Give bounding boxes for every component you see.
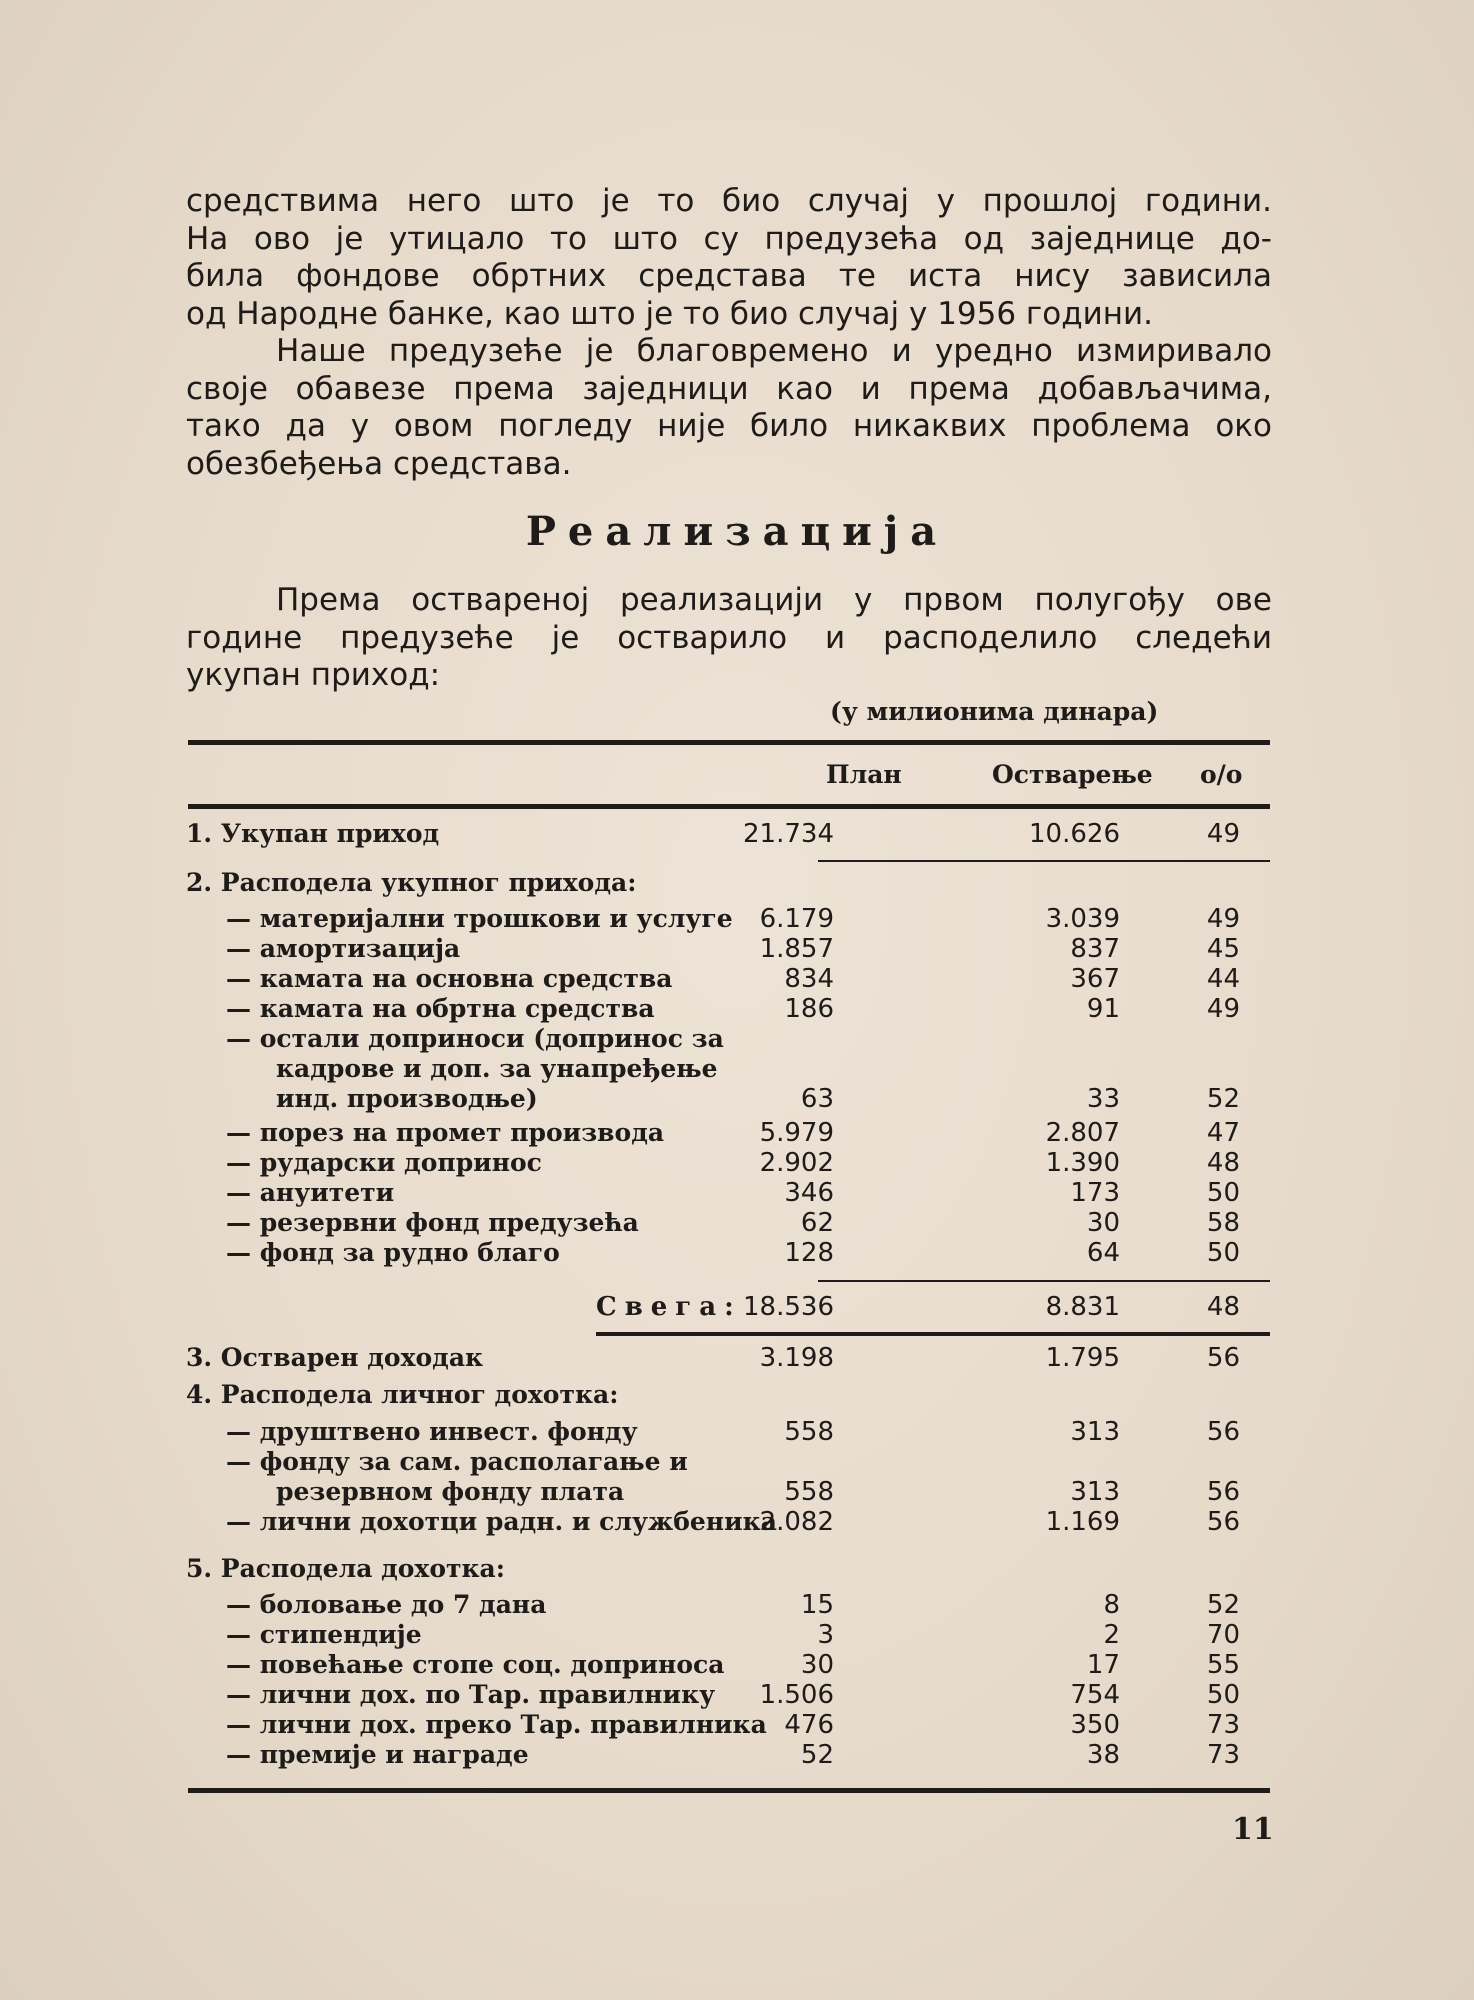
row-percent-value: 70: [1206, 1620, 1240, 1650]
row-plan-value: 3: [817, 1620, 834, 1650]
table-row: [186, 1447, 1276, 1477]
table-row: [186, 868, 1276, 898]
row-percent-value: 56: [1206, 1477, 1240, 1507]
text-line: тако да у овом погледу није било никаквих проблема око: [186, 408, 1272, 444]
row-percent-value: 52: [1206, 1084, 1240, 1114]
table-row: [186, 1084, 1276, 1114]
row-actual-value: 2.807: [1045, 1118, 1120, 1148]
section-heading: Реализација: [525, 508, 949, 555]
row-plan-value: 186: [784, 994, 834, 1024]
total-actual: 8.831: [1045, 1292, 1120, 1322]
row-label: 3. Остварен доходак: [186, 1343, 484, 1372]
row-plan-value: 52: [800, 1740, 834, 1770]
header-bottom-rule: [188, 804, 1270, 809]
row-actual-value: 8: [1103, 1590, 1120, 1620]
row-plan-value: 62: [800, 1208, 834, 1238]
table-row: [186, 1054, 1276, 1084]
first-row-rule: [818, 860, 1270, 862]
row-actual-value: 10.626: [1029, 819, 1120, 849]
row-plan-value: 476: [784, 1710, 834, 1740]
row-label: — фонд за рудно благо: [226, 1238, 560, 1267]
row-plan-value: 3.198: [759, 1343, 834, 1373]
row-plan-value: 558: [784, 1477, 834, 1507]
row-percent-value: 73: [1206, 1740, 1240, 1770]
column-header-actual: Остварење: [992, 760, 1153, 789]
table-row: [186, 1590, 1276, 1620]
table-row: [186, 1417, 1276, 1447]
row-actual-value: 1.390: [1045, 1148, 1120, 1178]
row-plan-value: 558: [784, 1417, 834, 1447]
text-line: од Народне банке, као што је то био случај у 1956 години.: [186, 295, 1154, 332]
text-line: укупан приход:: [186, 657, 441, 693]
row-label: инд. производње): [276, 1084, 538, 1113]
row-plan-value: 15: [800, 1590, 834, 1620]
row-label: кадрове и доп. за унапређење: [276, 1054, 718, 1083]
column-header-plan: План: [826, 760, 902, 789]
table-row: [186, 1554, 1276, 1584]
text-line: На ово је утицало то што су предузећа од заједнице до-: [186, 220, 1272, 257]
row-label: — фонду за сам. располагање и: [226, 1447, 688, 1476]
row-actual-value: 837: [1070, 934, 1120, 964]
row-label: — повећање стопе соц. доприноса: [226, 1650, 725, 1679]
row-label: — резервни фонд предузећа: [226, 1208, 639, 1237]
row-actual-value: 91: [1086, 994, 1120, 1024]
table-row: [186, 819, 1276, 849]
row-percent-value: 73: [1206, 1710, 1240, 1740]
row-label: — стипендије: [226, 1620, 422, 1649]
row-label: — лични дохотци радн. и службеника: [226, 1507, 777, 1536]
total-bottom-rule: [596, 1332, 1270, 1336]
table-row: [186, 1740, 1276, 1770]
row-percent-value: 50: [1206, 1238, 1240, 1268]
row-actual-value: 367: [1070, 964, 1120, 994]
row-actual-value: 1.169: [1045, 1507, 1120, 1537]
total-percent: 48: [1206, 1292, 1240, 1322]
text-line: била фондове обртних средстава те иста нису зависила: [186, 258, 1272, 294]
row-actual-value: 38: [1086, 1740, 1120, 1770]
row-percent-value: 56: [1206, 1507, 1240, 1537]
row-percent-value: 58: [1206, 1208, 1240, 1238]
row-plan-value: 346: [784, 1178, 834, 1208]
row-label: — лични дох. по Тар. правилнику: [226, 1680, 716, 1709]
table-row: [186, 1380, 1276, 1410]
row-actual-value: 313: [1070, 1417, 1120, 1447]
table-row: [186, 1178, 1276, 1208]
row-label: — боловање до 7 дана: [226, 1590, 547, 1619]
row-label: — премије и награде: [226, 1740, 529, 1769]
table-row: [186, 1238, 1276, 1268]
row-plan-value: 30: [800, 1650, 834, 1680]
row-plan-value: 21.734: [743, 819, 834, 849]
row-plan-value: 834: [784, 964, 834, 994]
row-label: — рударски допринос: [226, 1148, 542, 1177]
row-percent-value: 50: [1206, 1178, 1240, 1208]
row-actual-value: 30: [1086, 1208, 1120, 1238]
row-label: резервном фонду плата: [276, 1477, 625, 1506]
row-plan-value: 6.179: [759, 904, 834, 934]
row-label: 5. Расподела дохотка:: [186, 1554, 505, 1583]
page-number: 11: [1232, 1812, 1274, 1847]
table-row: [186, 1208, 1276, 1238]
table-row: [186, 1024, 1276, 1054]
row-actual-value: 1.795: [1045, 1343, 1120, 1373]
table-row: [186, 1477, 1276, 1507]
row-actual-value: 350: [1070, 1710, 1120, 1740]
paragraph-intro: [186, 582, 1272, 695]
row-plan-value: 2.902: [759, 1148, 834, 1178]
row-percent-value: 45: [1206, 934, 1240, 964]
row-percent-value: 56: [1206, 1343, 1240, 1373]
row-plan-value: 5.979: [759, 1118, 834, 1148]
row-percent-value: 44: [1206, 964, 1240, 994]
row-actual-value: 2: [1103, 1620, 1120, 1650]
subtotal-rule: [818, 1280, 1270, 1282]
table-row: [186, 904, 1276, 934]
row-actual-value: 33: [1086, 1084, 1120, 1114]
row-label: — остали доприноси (допринос за: [226, 1024, 724, 1053]
table-row: [186, 1650, 1276, 1680]
row-percent-value: 49: [1206, 904, 1240, 934]
table-row: [186, 1118, 1276, 1148]
row-label: — ануитети: [226, 1178, 395, 1207]
row-label: 2. Расподела укупног прихода:: [186, 868, 637, 897]
text-line: своје обавезе према заједници као и према добављачима,: [186, 370, 1272, 407]
table-row: [186, 1343, 1276, 1373]
row-label: 1. Укупан приход: [186, 819, 440, 848]
row-plan-value: 1.506: [759, 1680, 834, 1710]
row-percent-value: 50: [1206, 1680, 1240, 1710]
table-units-note: (у милионима динара): [830, 697, 1159, 726]
row-label: — камата на обртна средства: [226, 994, 655, 1023]
row-percent-value: 49: [1206, 994, 1240, 1024]
row-percent-value: 47: [1206, 1118, 1240, 1148]
row-percent-value: 52: [1206, 1590, 1240, 1620]
row-label: — амортизација: [226, 934, 461, 963]
paragraph-obligations: [186, 333, 1272, 483]
row-label: — материјални трошкови и услуге: [226, 904, 733, 933]
table-bottom-rule: [188, 1788, 1270, 1793]
column-header-percent: o/o: [1200, 760, 1243, 789]
table-row: [186, 1620, 1276, 1650]
row-label: — лични дох. преко Тар. правилника: [226, 1710, 767, 1739]
row-actual-value: 313: [1070, 1477, 1120, 1507]
table-row: [186, 1507, 1276, 1537]
row-plan-value: 1.857: [759, 934, 834, 964]
row-label: — порез на промет производа: [226, 1118, 665, 1147]
total-plan: 18.536: [743, 1292, 834, 1322]
row-label: — друштвено инвест. фонду: [226, 1417, 638, 1446]
text-line: средствима него што је то био случај у прошлој години.: [186, 183, 1272, 219]
table-row: [186, 1680, 1276, 1710]
row-actual-value: 64: [1086, 1238, 1120, 1268]
row-actual-value: 754: [1070, 1680, 1120, 1710]
table-row: [186, 1710, 1276, 1740]
table-row: [186, 994, 1276, 1024]
total-row: [186, 1292, 1276, 1322]
table-row: [186, 964, 1276, 994]
table-row: [186, 934, 1276, 964]
row-plan-value: 63: [800, 1084, 834, 1114]
text-line: Према оствареној реализацији у првом полугођу ове: [276, 582, 1272, 618]
row-percent-value: 49: [1206, 819, 1240, 849]
row-plan-value: 2.082: [759, 1507, 834, 1537]
total-label: Свега:: [596, 1292, 742, 1322]
paragraph-continuation: [186, 183, 1272, 333]
text-line: Наше предузеће је благовремено и уредно измиривало: [276, 333, 1272, 369]
row-actual-value: 173: [1070, 1178, 1120, 1208]
row-label: — камата на основна средства: [226, 964, 673, 993]
row-actual-value: 3.039: [1045, 904, 1120, 934]
row-percent-value: 55: [1206, 1650, 1240, 1680]
table-top-rule: [188, 740, 1270, 745]
text-line: године предузеће је остварило и расподелило следећи: [186, 619, 1272, 656]
text-line: обезбеђења средстава.: [186, 445, 572, 482]
row-percent-value: 56: [1206, 1417, 1240, 1447]
row-plan-value: 128: [784, 1238, 834, 1268]
row-label: 4. Расподела личног дохотка:: [186, 1380, 619, 1409]
row-actual-value: 17: [1086, 1650, 1120, 1680]
row-percent-value: 48: [1206, 1148, 1240, 1178]
table-row: [186, 1148, 1276, 1178]
